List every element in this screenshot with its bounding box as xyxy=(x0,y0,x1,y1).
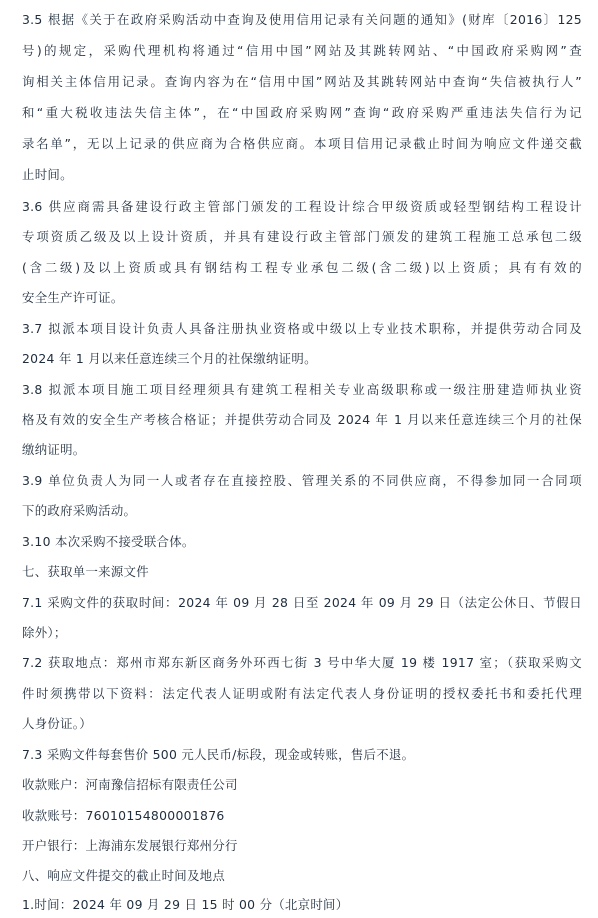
text-line: 7.1 采购文件的获取时间：2024 年 09 月 28 日至 2024 年 09 月 29 日（法定公休日、节假日 xyxy=(22,595,582,610)
text-line: 3.9 单位负责人为同一人或者存在直接控股、管理关系的不同供应商，不得参加同一合同项 xyxy=(22,473,582,488)
text-line: 缴纳证明。 xyxy=(22,442,86,457)
text-line: 1.时间：2024 年 09 月 29 日 15 时 00 分（北京时间） xyxy=(22,897,349,912)
text-line: 收款账户：河南豫信招标有限责任公司 xyxy=(22,777,238,792)
text-line: 3.10 本次采购不接受联合体。 xyxy=(22,534,195,549)
text-line: 号)的规定，采购代理机构将通过“信用中国”网站及其跳转网站、“中国政府采购网”查 xyxy=(22,43,582,58)
text-line: 下的政府采购活动。 xyxy=(22,503,137,518)
text-line: 止时间。 xyxy=(22,167,73,182)
text-line: 安全生产许可证。 xyxy=(22,290,124,305)
text-line: 2024 年 1 月以来任意连续三个月的社保缴纳证明。 xyxy=(22,351,317,366)
text-line: 录名单”，无以上记录的供应商为合格供应商。本项目信用记录截止时间为响应文件递交截 xyxy=(22,136,582,151)
text-line: 7.3 采购文件每套售价 500 元人民币/标段，现金或转账，售后不退。 xyxy=(22,747,415,762)
text-line: 7.2 获取地点：郑州市郑东新区商务外环西七街 3 号中华大厦 19 楼 1917 室；（获取采购文 xyxy=(22,655,582,670)
text-line: 询相关主体信用记录。查询内容为在“信用中国”网站及其跳转网站中查询“失信被执行人” xyxy=(22,74,582,89)
text-line: 开户银行：上海浦东发展银行郑州分行 xyxy=(22,838,238,853)
text-line: 3.7 拟派本项目设计负责人具备注册执业资格或中级以上专业技术职称，并提供劳动合同及 xyxy=(22,321,582,336)
text-line: 格及有效的安全生产考核合格证；并提供劳动合同及 2024 年 1 月以来任意连续三个月的社保 xyxy=(22,412,582,427)
text-line: 和“重大税收违法失信主体”，在“中国政府采购网”查询“政府采购严重违法失信行为记 xyxy=(22,105,582,120)
text-line: 3.5 根据《关于在政府采购活动中查询及使用信用记录有关问题的通知》(财库〔2016〕125 xyxy=(22,12,582,27)
section-heading: 八、响应文件提交的截止时间及地点 xyxy=(22,868,226,883)
text-line: 3.8 拟派本项目施工项目经理须具有建筑工程相关专业高级职称或一级注册建造师执业资 xyxy=(22,382,582,397)
text-line: 人身份证。） xyxy=(22,716,92,731)
section-heading: 七、获取单一来源文件 xyxy=(22,564,149,579)
text-line: (含二级)及以上资质或具有钢结构工程专业承包二级(含二级)以上资质；具有有效的 xyxy=(22,260,582,275)
text-line: 除外）； xyxy=(22,625,67,640)
text-line: 收款账号：76010154800001876 xyxy=(22,808,225,823)
text-line: 件时须携带以下资料：法定代表人证明或附有法定代表人身份证明的授权委托书和委托代理 xyxy=(22,686,582,701)
text-line: 专项资质乙级及以上设计资质，并具有建设行政主管部门颁发的建筑工程施工总承包二级 xyxy=(22,229,582,244)
text-line: 3.6 供应商需具备建设行政主管部门颁发的工程设计综合甲级资质或轻型钢结构工程设计 xyxy=(22,199,582,214)
